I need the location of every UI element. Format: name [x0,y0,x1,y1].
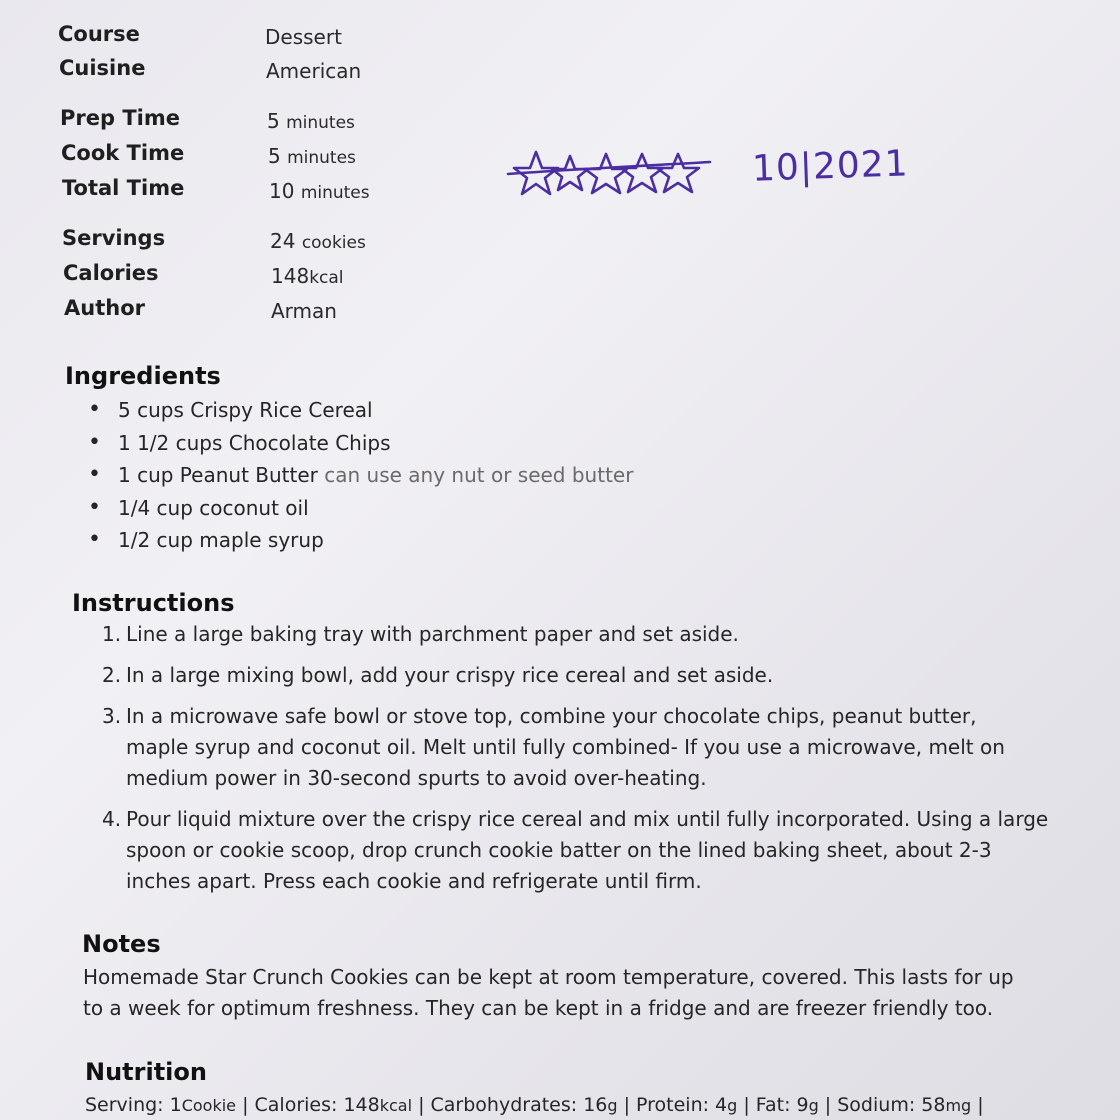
star-icon [552,156,588,190]
meta-label-author: Author [64,296,145,320]
ingredients-heading: Ingredients [65,362,221,390]
meta-value-prep-time: 5 minutes [267,109,355,133]
nutrition-line: Serving: 1Cookie | Calories: 148kcal | Carbohydrates: 16g | Protein: 4g | Fat: 9g | Sodium: 58mg | [85,1094,984,1116]
meta-value-cook-time: 5 minutes [268,144,356,168]
star-icon [585,154,627,193]
list-item: 3. In a microwave safe bowl or stove top, combine your chocolate chips, peanut butter, maple syrup and coconut oil. Melt until fully combined- If you use a microwave, melt on medium power in 30-second spurts to avoid over-heating. [102,704,1005,790]
meta-value-course: Dessert [265,25,342,49]
nutrition-heading: Nutrition [85,1058,207,1086]
handwritten-star-rating [500,140,720,200]
list-item: • 1/2 cup maple syrup [118,524,818,557]
ingredient-note: can use any nut or seed butter [324,463,634,487]
instructions-heading: Instructions [72,589,235,617]
ingredients-list [118,394,818,557]
handwritten-date: 10|2021 [751,143,910,190]
meta-label-servings: Servings [62,226,166,250]
list-item: • 1 cup Peanut Butter can use any nut or seed butter [118,459,818,492]
meta-label-course: Course [58,22,140,46]
meta-label-cuisine: Cuisine [59,56,146,80]
star-icon [657,154,699,192]
meta-label-cook-time: Cook Time [61,141,185,165]
list-item: 4. Pour liquid mixture over the crispy rice cereal and mix until fully incorporated. Using a large spoon or cookie scoop, drop crunch cookie batter on the lined baking sheet, about 2-3 inches apart. Press each cookie and refrigerate until firm. [102,807,1049,893]
meta-value-total-time: 10 minutes [269,179,370,203]
star-icon [621,154,663,192]
meta-value-calories: 148kcal [271,264,344,288]
list-item: 1. Line a large baking tray with parchment paper and set aside. [102,622,739,646]
instructions-list [102,619,1056,907]
meta-label-prep-time: Prep Time [60,106,180,130]
meta-label-calories: Calories [63,261,159,285]
notes-text: Homemade Star Crunch Cookies can be kept at room temperature, covered. This lasts for up to a week for optimum freshness. They can be kept in a fridge and are freezer friendly too. [83,965,1014,1020]
meta-value-author: Arman [271,299,337,323]
list-item: • 1/4 cup coconut oil [118,492,818,525]
list-item: • 5 cups Crispy Rice Cereal [118,394,818,427]
list-item: 2. In a large mixing bowl, add your crispy rice cereal and set aside. [102,663,774,687]
list-item: • 1 1/2 cups Chocolate Chips [118,427,818,460]
meta-label-total-time: Total Time [62,176,185,200]
meta-value-servings: 24 cookies [270,229,366,253]
notes-heading: Notes [82,930,161,958]
meta-value-cuisine: American [266,59,362,83]
